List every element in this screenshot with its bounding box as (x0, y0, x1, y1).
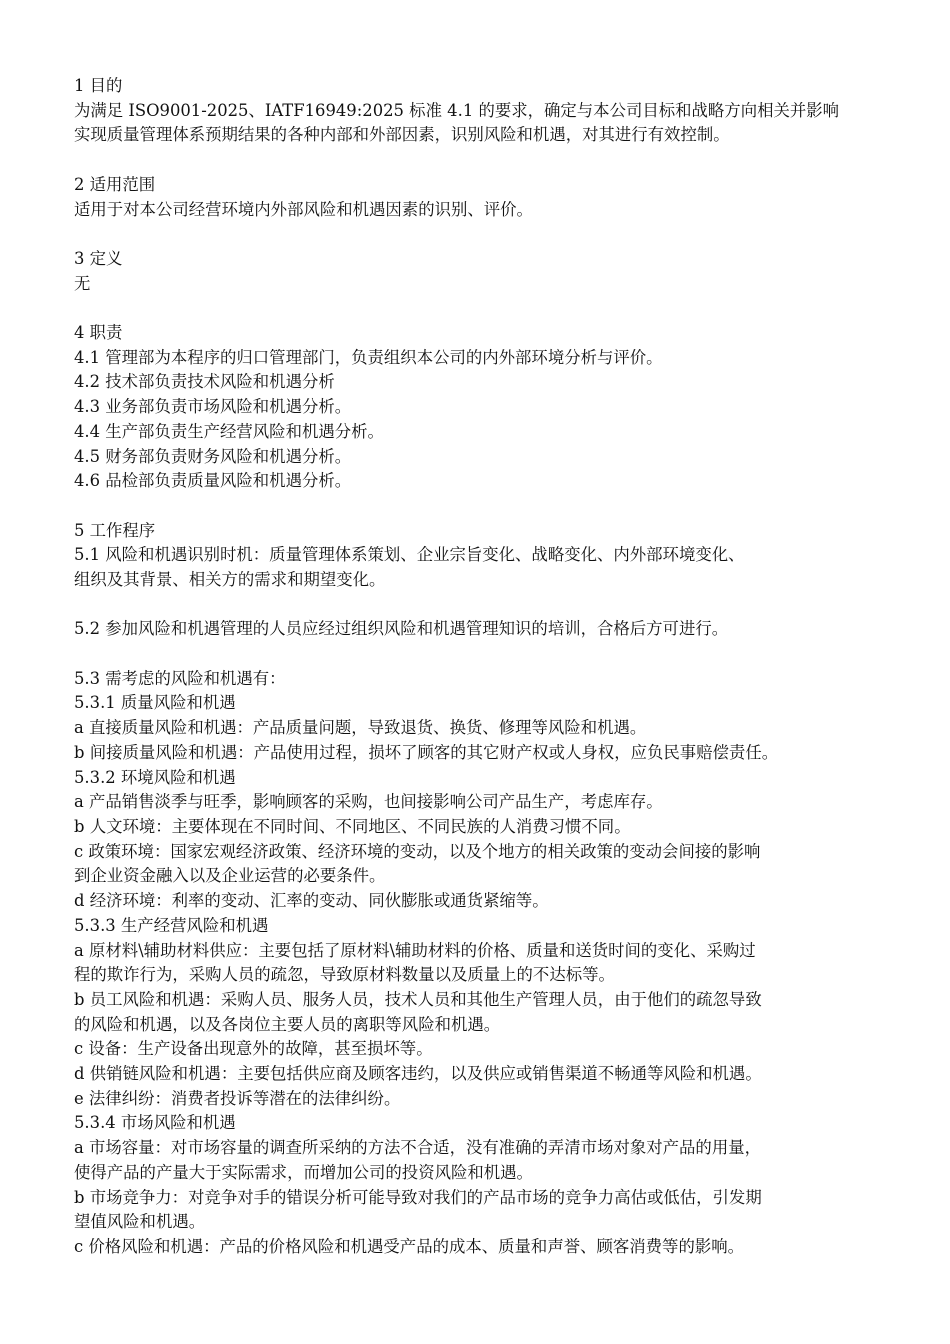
procedure-5-1-line-2: 组织及其背景、相关方的需求和期望变化。 (74, 570, 386, 589)
market-risk-a-line-1: a 市场容量：对市场容量的调查所采纳的方法不合适，没有准确的弄清市场对象对产品的用量， (74, 1138, 761, 1158)
spacer (74, 642, 914, 667)
quality-risk-b: b 间接质量风险和机遇：产品使用过程，损坏了顾客的其它财产权或人身权，应负民事赔偿责任。 (74, 742, 779, 762)
market-risk-a-line-2: 使得产品的产量大于实际需求，而增加公司的投资风险和机遇。 (74, 1162, 533, 1182)
duty-4-5: 4.5 财务部负责财务风险和机遇分析。 (74, 446, 352, 466)
section-5-heading: 5 工作程序 (74, 520, 156, 540)
subsection-5-3-4: 5.3.4 市场风险和机遇 (74, 1113, 236, 1133)
environment-risk-c-line-1: c 政策环境：国家宏观经济政策、经济环境的变动，以及个地方的相关政策的变动会间接的影响 (74, 841, 761, 861)
purpose-line-1: 为满足 ISO9001-2025、IATF16949:2025 标准 4.1 的要求，确定与本公司目标和战略方向相关并影响 (74, 100, 840, 120)
operations-risk-e: e 法律纠纷：消费者投诉等潜在的法律纠纷。 (74, 1088, 401, 1108)
operations-risk-a-line-1: a 原材料\辅助材料供应：主要包括了原材料\辅助材料的价格、质量和送货时间的变化、采购过 (74, 940, 756, 960)
subsection-5-3-1: 5.3.1 质量风险和机遇 (74, 693, 236, 713)
quality-risk-a: a 直接质量风险和机遇：产品质量问题，导致退货、换货、修理等风险和机遇。 (74, 718, 647, 738)
duty-4-3: 4.3 业务部负责市场风险和机遇分析。 (74, 397, 352, 417)
market-risk-b-line-2: 望值风险和机遇。 (74, 1212, 206, 1232)
procedure-5-3: 5.3 需考虑的风险和机遇有： (74, 668, 286, 688)
definition-line: 无 (74, 273, 91, 293)
spacer (74, 593, 914, 618)
duty-4-6: 4.6 品检部负责质量风险和机遇分析。 (74, 471, 352, 491)
subsection-5-3-2: 5.3.2 环境风险和机遇 (74, 767, 236, 787)
spacer (74, 494, 914, 519)
duty-4-1: 4.1 管理部为本程序的归口管理部门，负责组织本公司的内外部环境分析与评价。 (74, 347, 663, 367)
environment-risk-b: b 人文环境：主要体现在不同时间、不同地区、不同民族的人消费习惯不同。 (74, 817, 631, 836)
environment-risk-c-line-2: 到企业资金融入以及企业运营的必要条件。 (74, 866, 386, 886)
section-2-heading: 2 适用范围 (74, 174, 156, 194)
environment-risk-d: d 经济环境：利率的变动、汇率的变动、同伙膨胀或通货紧缩等。 (74, 891, 549, 911)
document-page (74, 74, 914, 1260)
scope-line: 适用于对本公司经营环境内外部风险和机遇因素的识别、评价。 (74, 199, 533, 219)
procedure-5-2: 5.2 参加风险和机遇管理的人员应经过组织风险和机遇管理知识的培训，合格后方可进行。 (74, 619, 729, 639)
duty-4-2: 4.2 技术部负责技术风险和机遇分析 (74, 372, 335, 392)
spacer (74, 222, 914, 247)
operations-risk-b-line-1: b 员工风险和机遇：采购人员、服务人员，技术人员和其他生产管理人员，由于他们的疏忽导致 (74, 989, 762, 1009)
section-3-heading: 3 定义 (74, 248, 123, 268)
operations-risk-a-line-2: 程的欺诈行为，采购人员的疏忽，导致原材料数量以及质量上的不达标等。 (74, 965, 615, 985)
procedure-5-1-line-1: 5.1 风险和机遇识别时机：质量管理体系策划、企业宗旨变化、战略变化、内外部环境变化、 (74, 545, 745, 565)
spacer (74, 148, 914, 173)
environment-risk-a: a 产品销售淡季与旺季，影响顾客的采购，也间接影响公司产品生产，考虑库存。 (74, 792, 663, 812)
market-risk-b-line-1: b 市场竞争力：对竞争对手的错误分析可能导致对我们的产品市场的竞争力高估或低估，引发期 (74, 1187, 762, 1207)
section-4-heading: 4 职责 (74, 322, 123, 342)
section-1-heading: 1 目的 (74, 76, 123, 95)
purpose-line-2: 实现质量管理体系预期结果的各种内部和外部因素，识别风险和机遇，对其进行有效控制。 (74, 125, 730, 145)
market-risk-c: c 价格风险和机遇：产品的价格风险和机遇受产品的成本、质量和声誉、顾客消费等的影响。 (74, 1236, 745, 1256)
operations-risk-c: c 设备：生产设备出现意外的故障，甚至损坏等。 (74, 1039, 433, 1059)
subsection-5-3-3: 5.3.3 生产经营风险和机遇 (74, 915, 269, 935)
operations-risk-d: d 供销链风险和机遇：主要包括供应商及顾客违约，以及供应或销售渠道不畅通等风险和机遇。 (74, 1064, 762, 1084)
duty-4-4: 4.4 生产部负责生产经营风险和机遇分析。 (74, 421, 384, 441)
spacer (74, 296, 914, 321)
operations-risk-b-line-2: 的风险和机遇，以及各岗位主要人员的离职等风险和机遇。 (74, 1014, 501, 1034)
